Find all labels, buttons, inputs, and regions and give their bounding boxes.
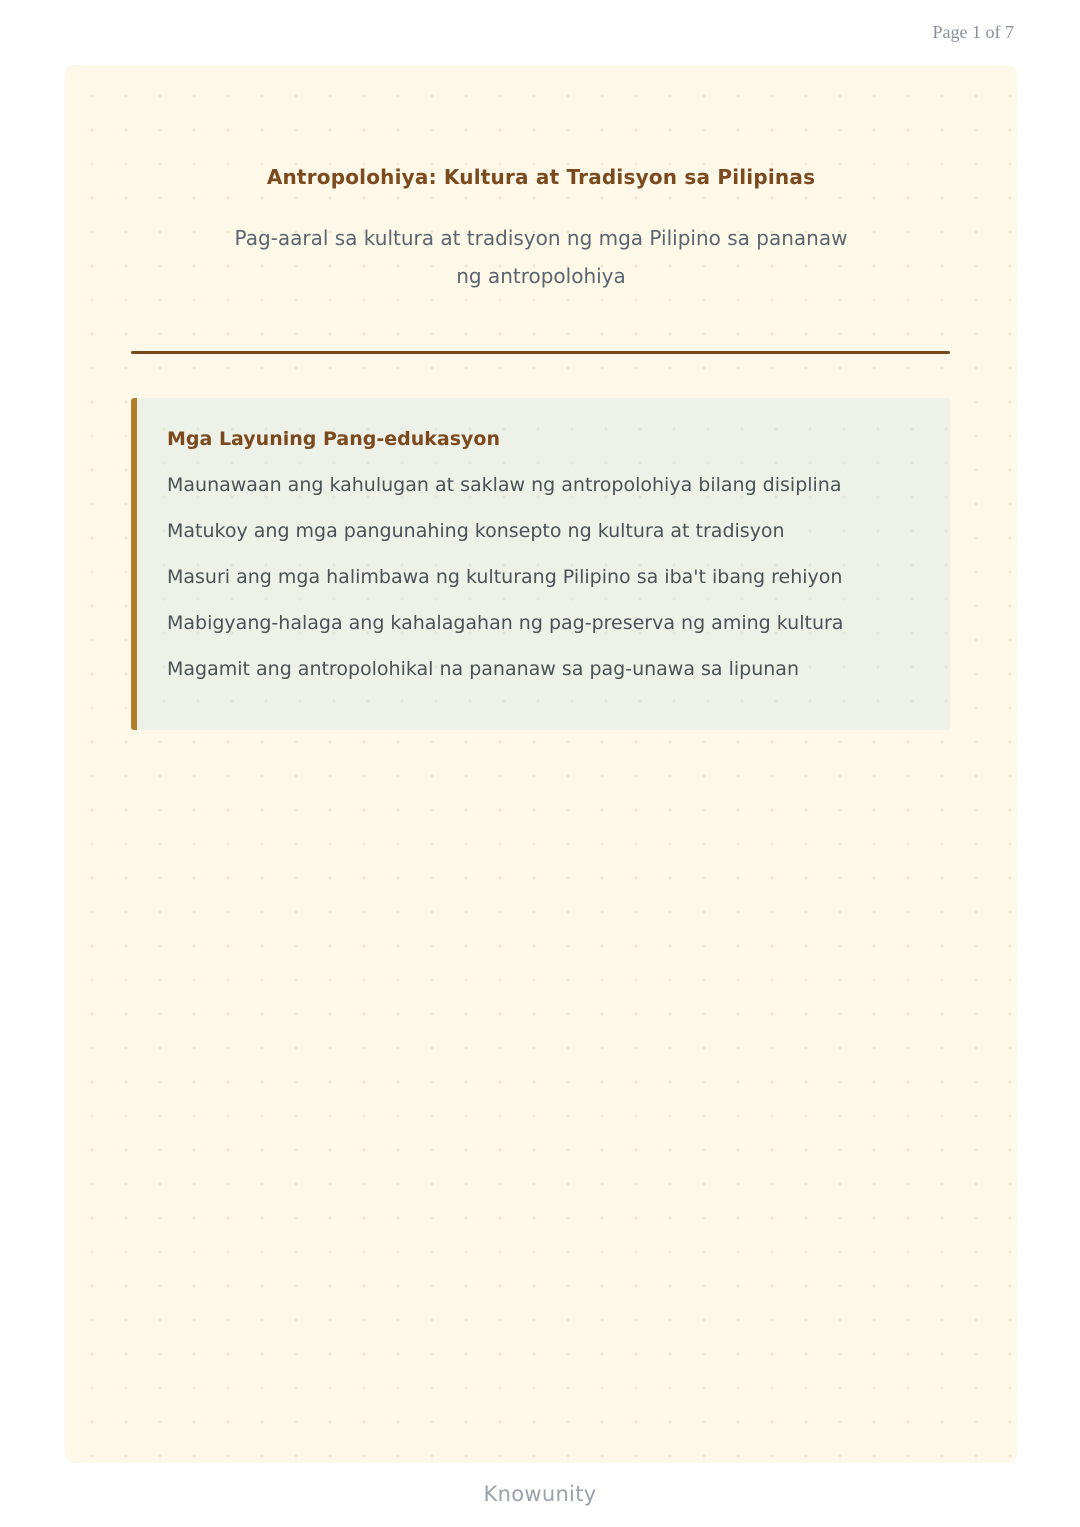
learning-objectives-box xyxy=(131,398,950,730)
objective-item: Matukoy ang mga pangunahing konsepto ng kultura at tradisyon xyxy=(167,520,785,542)
objectives-heading: Mga Layuning Pang-edukasyon xyxy=(167,428,500,450)
page-indicator: Page 1 of 7 xyxy=(932,22,1014,42)
document-title: Antropolohiya: Kultura at Tradisyon sa Pilipinas xyxy=(266,165,816,189)
objective-item: Masuri ang mga halimbawa ng kulturang Pilipino sa iba't ibang rehiyon xyxy=(167,566,843,588)
objective-item: Magamit ang antropolohikal na pananaw sa pag-unawa sa lipunan xyxy=(167,658,799,680)
document-sheet xyxy=(65,65,1017,1463)
document-subtitle: Pag-aaral sa kultura at tradisyon ng mga Pilipino sa pananaw ng antropolohiya xyxy=(234,226,848,288)
section-divider xyxy=(131,351,950,354)
objective-item: Maunawaan ang kahulugan at saklaw ng antropolohiya bilang disiplina xyxy=(167,474,842,496)
objective-item: Mabigyang-halaga ang kahalagahan ng pag-preserva ng aming kultura xyxy=(167,612,844,634)
footer-brand: Knowunity xyxy=(483,1482,597,1506)
